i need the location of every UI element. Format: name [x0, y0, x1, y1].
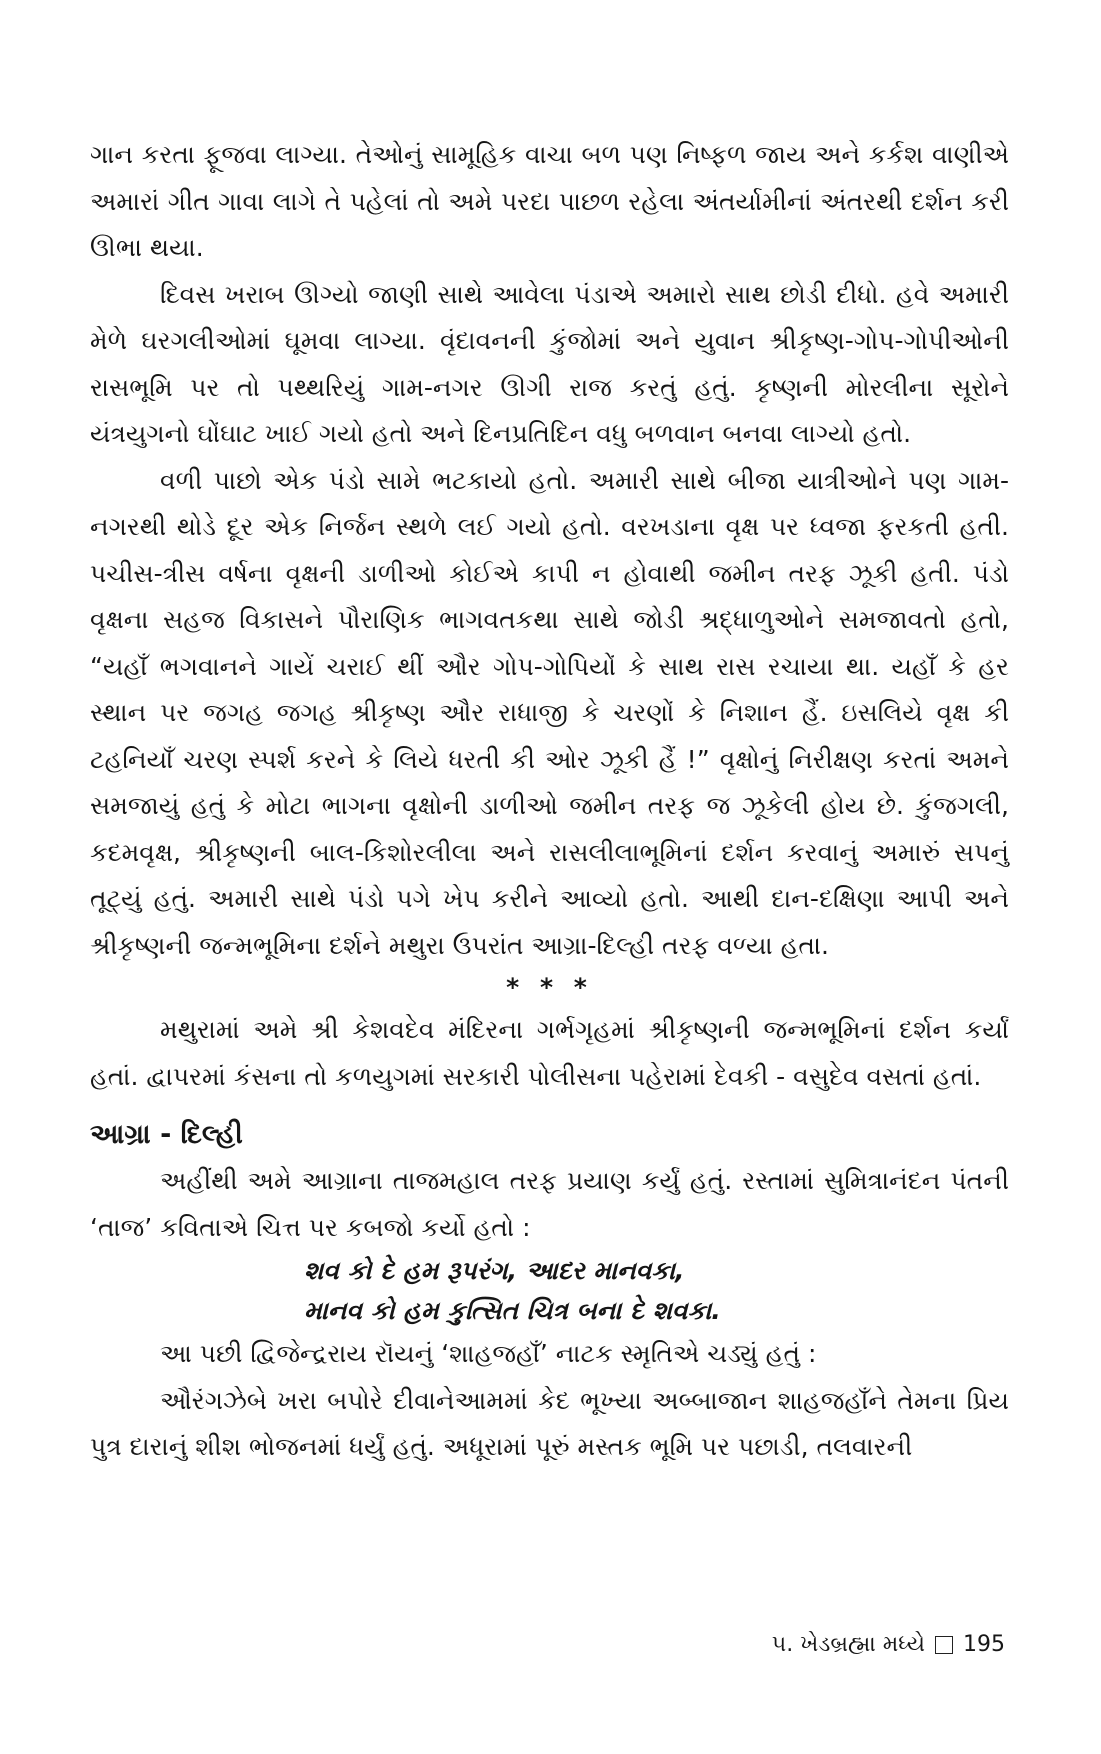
poem-quote — [90, 1251, 1009, 1331]
paragraph-6: આ પછી દ્વિજેન્દ્રરાય રૉયનું ‘શાહજહાઁ’ નાટક સ્મૃતિએ ચડ્યું હતું : — [160, 1339, 817, 1368]
square-separator-icon — [935, 1636, 953, 1654]
paragraph-1: ગાન કરતા ફૂજવા લાગ્યા. તેઓનું સામૂહિક વાચા બળ પણ નિષ્ફળ જાય અને કર્કશ વાણીએ અમારાં ગીત ગાવા લાગે તે પહેલાં તો અમે પરદા પાછળ રહેલા અંતર્યામીનાં અંતરથી દર્શન કરી ઊભા થયા. — [90, 140, 1009, 262]
poem-line-1: શવ કો દે હમ રૂપરંગ, આદર માનવકા, — [304, 1256, 685, 1285]
footer-chapter-title: ૫. ખેડબ્રહ્મા મધ્યે — [771, 1632, 925, 1657]
paragraph-5: અહીંથી અમે આગ્રાના તાજમહાલ તરફ પ્રયાણ કર્યું હતું. રસ્તામાં સુમિત્રાનંદન પંતની ‘તાજ’ કવિતાએ ચિત્ત પર કબજો કર્યો હતો : — [90, 1166, 1009, 1242]
paragraph-3: વળી પાછો એક પંડો સામે ભટકાયો હતો. અમારી સાથે બીજા યાત્રીઓને પણ ગામ-નગરથી થોડે દૂર એક નિર્જન સ્થળે લઈ ગયો હતો. વરખડાના વૃક્ષ પર ધ્વજા ફરકતી હતી. પચીસ-ત્રીસ વર્ષના વૃક્ષની ડાળીઓ કોઈએ કાપી ન હોવાથી જમીન તરફ ઝૂકી હતી. પંડો વૃક્ષના સહજ વિકાસને પૌરાણિક ભાગવતકથા સાથે જોડી શ્રદ્ધાળુઓને સમજાવતો હતો, “યહાઁ ભગવાનને ગાયેં ચરાઈ થીં ઔર ગોપ-ગોપિયોં કે સાથ રાસ રચાયા થા. યહાઁ કે હર સ્થાન પર જગહ જગહ શ્રીકૃષ્ણ ઔર રાધાજી કે ચરણોં કે નિશાન હૈં. ઇસલિયે વૃક્ષ કી ટહનિયાઁ ચરણ સ્પર્શ કરને કે લિયે ધરતી કી ઓર ઝૂકી હૈં !” વૃક્ષોનું નિરીક્ષણ કરતાં અમને સમજાયું હતું કે મોટા ભાગના વૃક્ષોની ડાળીઓ જમીન તરફ જ ઝૂકેલી હોય છે. કુંજગલી, કદમવૃક્ષ, શ્રીકૃષ્ણની બાલ-કિશોરલીલા અને રાસલીલાભૂમિનાં દર્શન કરવાનું અમારું સપનું તૂટ્યું હતું. અમારી સાથે પંડો પગે ખેપ કરીને આવ્યો હતો. આથી દાન-દક્ષિણા આપી અને શ્રીકૃષ્ણની જન્મભૂમિના દર્શને મથુરા ઉપરાંત આગ્રા-દિલ્હી તરફ વળ્યા હતા. — [90, 465, 1009, 960]
section-heading: આગ્રા - દિલ્હી — [90, 1119, 243, 1150]
section-divider: * * * — [506, 973, 593, 1002]
page-number: 195 — [963, 1632, 1005, 1657]
page-body — [90, 132, 1009, 1471]
page-footer — [772, 1632, 1005, 1657]
poem-line-2: માનવ કો હમ કુત્સિત ચિત્ર બના દે શવકા. — [304, 1296, 721, 1325]
paragraph-4: મથુરામાં અમે શ્રી કેશવદેવ મંદિરના ગર્ભગૃહમાં શ્રીકૃષ્ણની જન્મભૂમિનાં દર્શન કર્યાં હતાં. દ્વાપરમાં કંસના તો કળયુગમાં સરકારી પોલીસના પહેરામાં દેવકી - વસુદેવ વસતાં હતાં. — [90, 1015, 1009, 1091]
paragraph-2: દિવસ ખરાબ ઊગ્યો જાણી સાથે આવેલા પંડાએ અમારો સાથ છોડી દીધો. હવે અમારી મેળે ઘરગલીઓમાં ઘૂમવા લાગ્યા. વૃંદાવનની કુંજોમાં અને યુવાન શ્રીકૃષ્ણ-ગોપ-ગોપીઓની રાસભૂમિ પર તો પથ્થરિયું ગામ-નગર ઊગી રાજ કરતું હતું. કૃષ્ણની મોરલીના સૂરોને યંત્રયુગનો ઘોંઘાટ ખાઈ ગયો હતો અને દિનપ્રતિદિન વધુ બળવાન બનવા લાગ્યો હતો. — [90, 279, 1009, 448]
paragraph-7: ઔરંગઝેબે ખરા બપોરે દીવાનેઆમમાં કેદ ભૂખ્યા અબ્બાજાન શાહજહાઁને તેમના પ્રિય પુત્ર દારાનું શીશ ભોજનમાં ધર્યું હતું. અધૂરામાં પૂરું મસ્તક ભૂમિ પર પછાડી, તલવારની — [90, 1385, 1009, 1461]
